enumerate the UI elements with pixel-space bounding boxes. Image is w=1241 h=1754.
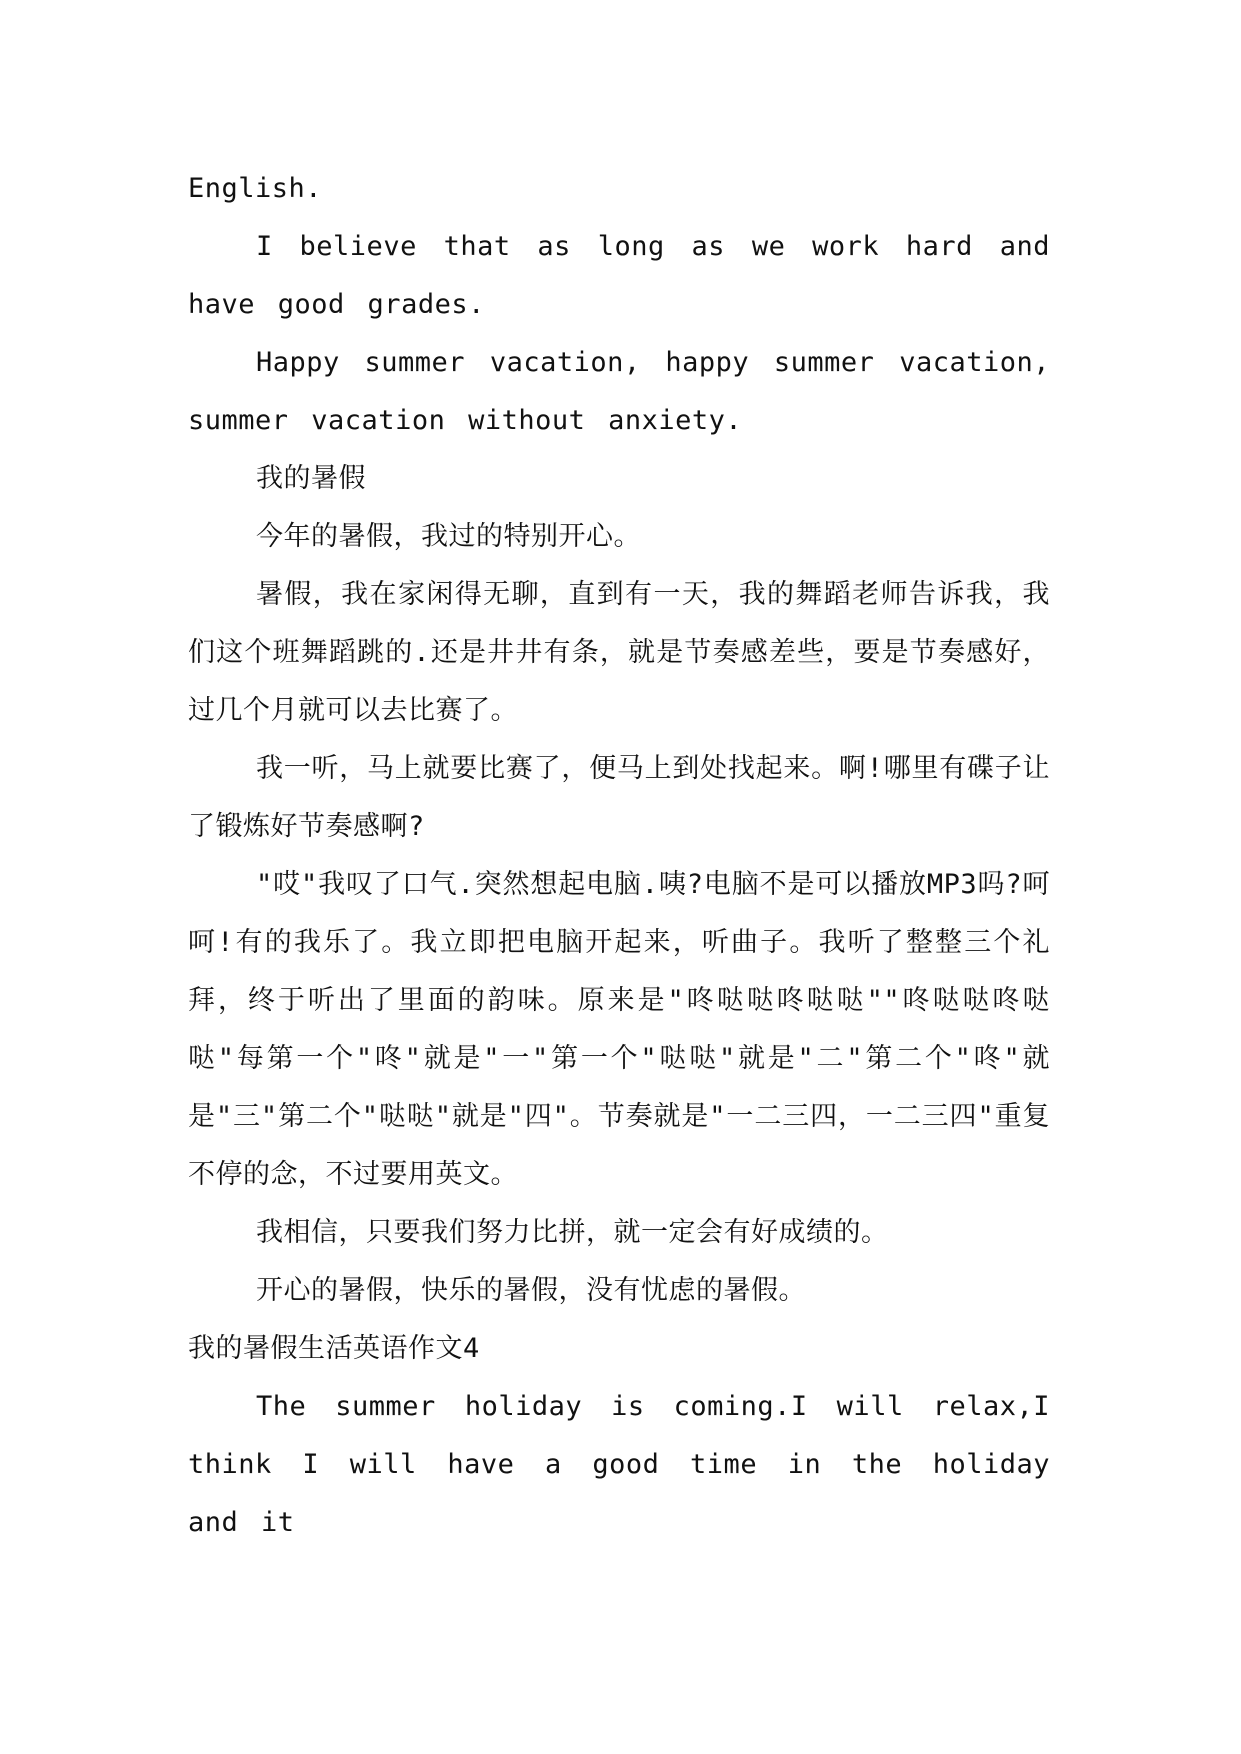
document-body xyxy=(188,160,1050,1552)
essay-title: 我的暑假 xyxy=(256,463,366,494)
paragraph-summer-holiday: The summer holiday is coming.I will relax,I think I will have a good time in the holiday and it xyxy=(188,1391,1050,1538)
paragraph-believe: I believe that as long as we work hard and have good grades. xyxy=(188,231,1050,320)
paragraph-dance-teacher: 暑假，我在家闲得无聊，直到有一天，我的舞蹈老师告诉我，我们这个班舞蹈跳的.还是井井有条，就是节奏感差些，要是节奏感好，过几个月就可以去比赛了。 xyxy=(188,579,1050,726)
paragraph-believe-zh: 我相信，只要我们努力比拼，就一定会有好成绩的。 xyxy=(256,1217,889,1248)
paragraph-computer-mp3: "哎"我叹了口气.突然想起电脑.咦?电脑不是可以播放MP3吗?呵呵!有的我乐了。我立即把电脑开起来，听曲子。我听了整整三个礼拜，终于听出了里面的韵味。原来是"咚哒哒咚哒哒""咚哒哒咚哒哒"每第一个"咚"就是"一"第一个"哒哒"就是"二"第二个"咚"就是"三"第二个"哒哒"就是"四"。节奏就是"一二三四，一二三四"重复不停的念，不过要用英文。 xyxy=(188,869,1050,1190)
section-heading: 我的暑假生活英语作文4 xyxy=(188,1333,480,1364)
paragraph-english-fragment: English. xyxy=(188,173,323,204)
paragraph-happy-vacation: Happy summer vacation, happy summer vacation, summer vacation without anxiety. xyxy=(188,347,1050,436)
paragraph-search: 我一听，马上就要比赛了，便马上到处找起来。啊!哪里有碟子让了锻炼好节奏感啊? xyxy=(188,753,1050,842)
paragraph-intro: 今年的暑假，我过的特别开心。 xyxy=(256,521,641,552)
paragraph-happy-zh: 开心的暑假，快乐的暑假，没有忧虑的暑假。 xyxy=(256,1275,806,1306)
